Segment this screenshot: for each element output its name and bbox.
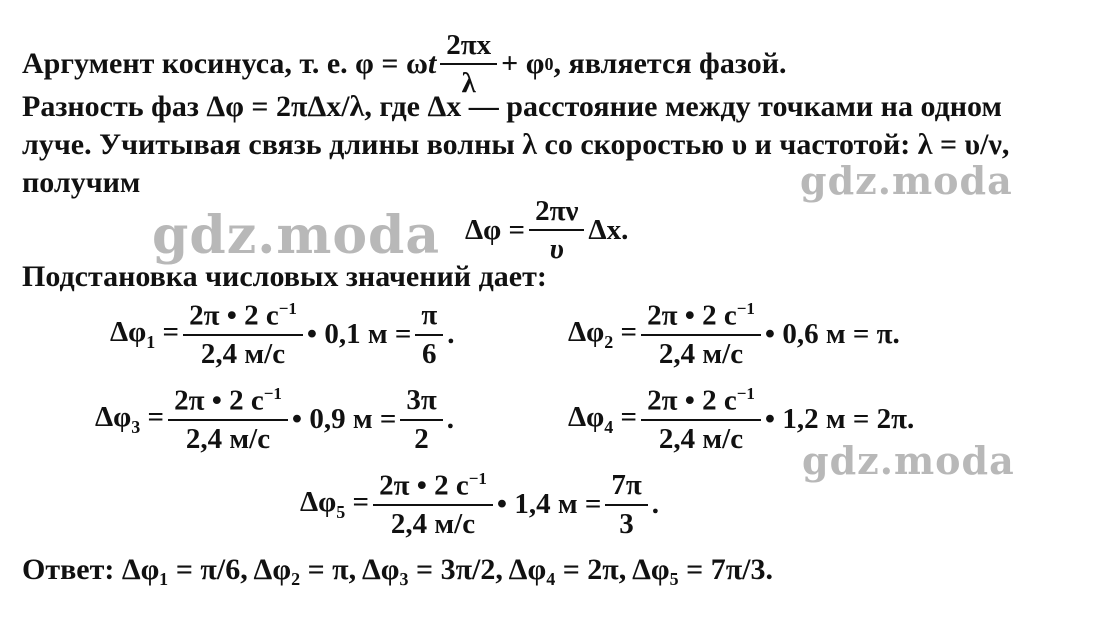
phase-fraction-num: 2πx bbox=[440, 30, 497, 65]
phase-difference-line-2: луче. Учитывая связь длины волны λ со скоростью υ и частотой: λ = υ/ν, bbox=[22, 128, 1010, 161]
phase-text-a: Аргумент косинуса, т. е. φ = ω bbox=[22, 47, 428, 81]
calc-eq-4-mid: • 1,2 м = 2π. bbox=[764, 403, 915, 436]
calc-eq-3: $\Delta\varphi_3$ = $\frac{2\pi • 2 с^{-1}}{2,4 м/с}$ • 0,9 м = $\frac{3\pi}{2}$ . bbox=[95, 384, 454, 456]
calc-eq-1-num: 2π • 2 $с^{-1}$ bbox=[183, 300, 303, 336]
calc-eq-3-result: $\frac{3\pi}{2}$ bbox=[400, 385, 442, 454]
phase-definition-line bbox=[22, 30, 786, 99]
calc-eq-4-fraction: $\frac{2\pi • 2 с^{-1}}{2,4 м/с}$ bbox=[641, 385, 761, 455]
delta-phi-lhs: Δφ = bbox=[465, 213, 526, 246]
watermark-top-right: gdz.moda bbox=[800, 158, 1013, 203]
delta-phi-fraction bbox=[529, 196, 584, 265]
calc-eq-2-label: $\Delta\varphi_2$ = bbox=[568, 316, 638, 353]
phase-difference-line-1: Разность фаз Δφ = 2πΔx/λ, где Δx — расстояние между точками на одном bbox=[22, 90, 1002, 123]
phase-sub: 0 bbox=[544, 54, 554, 75]
calc-eq-2-fraction: $\frac{2\pi • 2 с^{-1}}{2,4 м/с}$ bbox=[641, 300, 761, 370]
calc-eq-1-result: $\frac{\pi}{6}$ bbox=[415, 300, 443, 369]
calc-eq-1-den: 2,4 м/с bbox=[200, 338, 286, 371]
watermark-bottom-right: gdz.moda bbox=[802, 438, 1015, 483]
phase-difference-line-3: получим bbox=[22, 166, 141, 199]
calc-eq-2-mid: • 0,6 м = π. bbox=[764, 318, 900, 351]
calc-eq-3-label: $\Delta\varphi_3$ = bbox=[95, 401, 165, 438]
delta-phi-formula bbox=[465, 196, 628, 265]
calc-eq-5-mid: • 1,4 м = bbox=[496, 488, 602, 521]
phase-fraction-den: λ bbox=[461, 67, 476, 100]
calc-eq-4-label: $\Delta\varphi_4$ = bbox=[568, 401, 638, 438]
substitution-heading: Подстановка числовых значений дает: bbox=[22, 260, 547, 293]
phase-t: t bbox=[427, 47, 437, 81]
calc-eq-1-mid: • 0,1 м = bbox=[306, 318, 412, 351]
calc-eq-5: $\Delta\varphi_5$ = $\frac{2\pi • 2 с^{-1}}{2,4 м/с}$ • 1,4 м = $\frac{7\pi}{3}$ . bbox=[300, 469, 659, 541]
calc-eq-5-fraction: $\frac{2\pi • 2 с^{-1}}{2,4 м/с}$ bbox=[373, 470, 493, 540]
calc-eq-5-result: $\frac{7\pi}{3}$ bbox=[605, 470, 647, 539]
delta-phi-num: 2πν bbox=[529, 196, 584, 231]
calc-eq-3-mid: • 0,9 м = bbox=[291, 403, 397, 436]
phase-fraction bbox=[440, 30, 497, 99]
calc-eq-4 bbox=[568, 385, 914, 455]
calc-eq-1: $\Delta\varphi_1$ = $\frac{2\pi • 2 с^{-1}}{2,4 м/с}$ • 0,1 м = $\frac{\pi}{6}$ . bbox=[110, 299, 455, 371]
phase-text-c: , является фазой. bbox=[553, 47, 787, 81]
calc-eq-5-label: $\Delta\varphi_5$ = bbox=[300, 486, 370, 523]
calc-eq-1-label: $\Delta\varphi_1$ = bbox=[110, 316, 180, 353]
phase-text-b: + φ bbox=[501, 47, 545, 81]
delta-phi-rhs: Δx. bbox=[588, 213, 629, 246]
answer-line: Ответ: Δφ₁ = π/6, Δφ₂ = π, Δφ₃ = 3π/2, Δφ₄ = 2π, Δφ₅ = 7π/3. bbox=[22, 553, 773, 586]
calc-eq-3-fraction: $\frac{2\pi • 2 с^{-1}}{2,4 м/с}$ bbox=[168, 385, 288, 455]
watermark-left: gdz.moda bbox=[152, 205, 441, 266]
calc-eq-2 bbox=[568, 300, 900, 370]
calc-eq-1-fraction bbox=[183, 300, 303, 370]
delta-phi-den: υ bbox=[549, 233, 564, 266]
